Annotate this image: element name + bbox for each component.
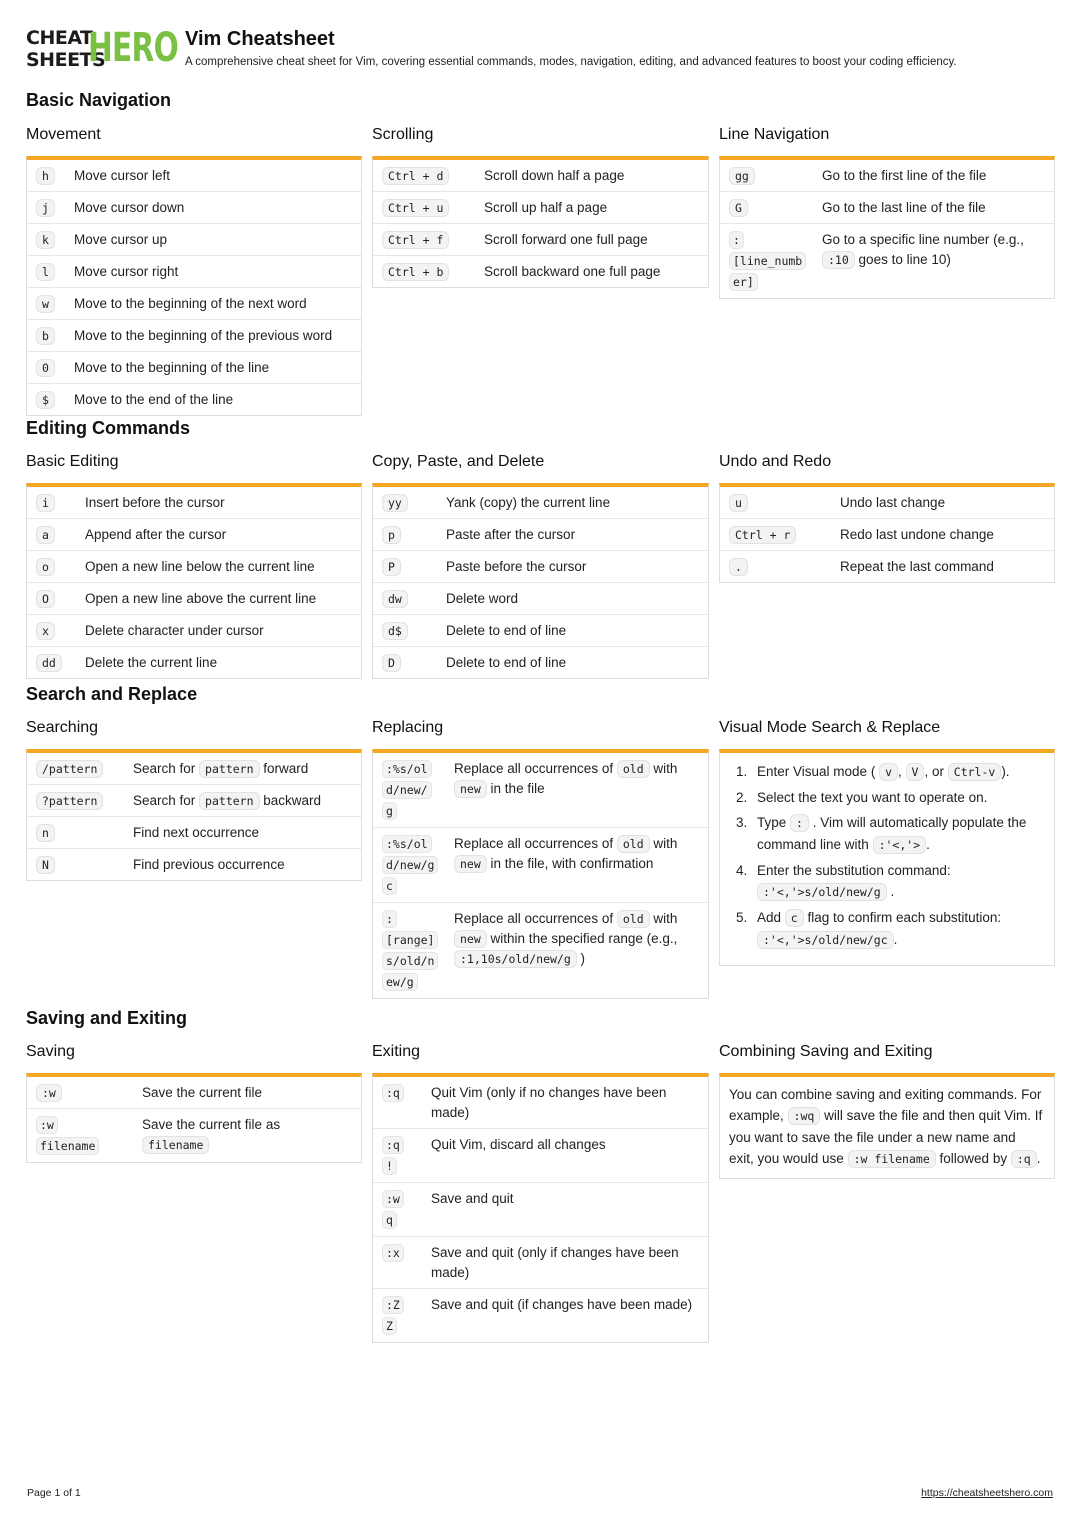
key-code: :%s/ol [382, 835, 432, 853]
key-code: [range] [382, 931, 438, 949]
table-row [373, 1237, 708, 1289]
table-row [27, 849, 361, 880]
row-desc: Open a new line below the current line [85, 559, 315, 574]
row-desc: Scroll down half a page [484, 168, 625, 183]
footer-link[interactable]: https://cheatsheetshero.com [921, 1487, 1053, 1499]
key-code: Ctrl + f [382, 231, 449, 249]
section-title-search-replace: Search and Replace [26, 684, 198, 704]
row-desc: Paste after the cursor [446, 527, 576, 542]
row-desc: Save and quit (only if changes have been made) [431, 1245, 679, 1280]
key-code: O [36, 590, 55, 608]
inline-code: old [617, 760, 650, 778]
key-code: [line_numb [729, 252, 806, 270]
card-scrolling [372, 156, 709, 288]
row-desc: Search for [133, 793, 196, 808]
row-desc: Save the current file as [142, 1117, 281, 1132]
para-text: You can combine saving and exiting commands. For example, [729, 1087, 1042, 1123]
inline-code: pattern [199, 792, 259, 810]
key-code: d/new/ [382, 781, 432, 799]
row-desc: Scroll up half a page [484, 200, 608, 215]
key-code: k [36, 231, 55, 249]
row-desc: Go to the first line of the file [822, 168, 987, 183]
table-row [27, 753, 361, 785]
table-row [720, 487, 1054, 519]
key-code: gg [729, 167, 755, 185]
table-row [720, 224, 1054, 298]
table-row [27, 817, 361, 849]
card-title-movement: Movement [26, 126, 101, 143]
row-desc: in the file, with confirmation [490, 856, 654, 871]
key-code: d/new/g [382, 856, 438, 874]
key-code: 0 [36, 359, 55, 377]
section-title-basic-navigation: Basic Navigation [26, 90, 172, 110]
key-code: o [36, 558, 55, 576]
table-row [27, 551, 361, 583]
row-desc: Undo last change [840, 495, 946, 510]
list-number: 1. [736, 764, 748, 779]
row-desc: Replace all occurrences of [454, 761, 614, 776]
row-desc: Redo last undone change [840, 527, 994, 542]
table-row [373, 828, 708, 903]
card-title-basic-editing: Basic Editing [26, 453, 119, 470]
logo-text-sheets: SHEETS [26, 49, 106, 71]
section-title-saving-exiting: Saving and Exiting [26, 1008, 188, 1028]
row-desc: Insert before the cursor [85, 495, 225, 510]
key-code: :Z [382, 1296, 404, 1314]
list-item [736, 907, 1044, 951]
key-code: j [36, 199, 55, 217]
card-movement [26, 156, 362, 416]
row-desc: Scroll forward one full page [484, 232, 648, 247]
key-code: Ctrl + b [382, 263, 449, 281]
key-code: q [382, 1211, 397, 1229]
row-desc: Delete to end of line [446, 655, 567, 670]
key-code: :x [382, 1244, 404, 1262]
row-desc: Move cursor right [74, 264, 179, 279]
para-text: . [1036, 1151, 1041, 1166]
page-number: Page 1 of 1 [27, 1487, 81, 1499]
table-row [720, 551, 1054, 582]
row-desc: Move to the end of the line [74, 392, 234, 407]
key-code: ew/g [382, 973, 418, 991]
table-row [27, 384, 361, 415]
inline-code: old [617, 910, 650, 928]
inline-code: :w filename [848, 1150, 936, 1168]
inline-code: v [879, 763, 898, 781]
card-title-combining: Combining Saving and Exiting [719, 1043, 933, 1060]
row-desc: Replace all occurrences of [454, 911, 614, 926]
inline-code: c [785, 909, 804, 927]
table-row [373, 1129, 708, 1183]
table-row [373, 192, 708, 224]
row-desc: Quit Vim (only if no changes have been made) [431, 1085, 667, 1120]
key-code: Ctrl + d [382, 167, 449, 185]
key-code: dd [36, 654, 62, 672]
page-header [26, 26, 1056, 74]
table-row [27, 320, 361, 352]
row-desc: in the file [490, 781, 545, 796]
card-exiting [372, 1073, 709, 1343]
list-text: Enter the substitution command: [757, 863, 951, 878]
table-row [373, 487, 708, 519]
key-code: x [36, 622, 55, 640]
list-item [736, 787, 1044, 808]
combine-paragraph [720, 1077, 1054, 1178]
inline-code: :10 [822, 251, 855, 269]
inline-code: new [454, 930, 487, 948]
key-code: D [382, 654, 401, 672]
table-row [27, 288, 361, 320]
row-desc: Delete to end of line [446, 623, 567, 638]
table-row [27, 1077, 361, 1109]
card-title-searching: Searching [26, 719, 99, 736]
list-number: 3. [736, 815, 748, 830]
list-text: . [926, 837, 930, 852]
table-row [373, 1289, 708, 1342]
key-code: . [729, 558, 748, 576]
key-code: : [382, 910, 397, 928]
card-title-saving: Saving [26, 1043, 75, 1060]
inline-code: :1,10s/old/new/g [454, 950, 577, 968]
key-code: ?pattern [36, 792, 103, 810]
row-desc: Find previous occurrence [133, 857, 285, 872]
table-row [720, 192, 1054, 224]
row-desc: Go to a specific line number (e.g., [822, 232, 1024, 247]
key-code: :w [36, 1084, 62, 1102]
key-code: a [36, 526, 55, 544]
card-title-line-navigation: Line Navigation [719, 126, 830, 143]
row-desc: goes to line 10) [858, 252, 951, 267]
table-row [27, 785, 361, 817]
key-code: b [36, 327, 55, 345]
row-desc: Replace all occurrences of [454, 836, 614, 851]
table-row [27, 647, 361, 678]
card-title-replacing: Replacing [372, 719, 444, 736]
card-saving [26, 1073, 362, 1163]
row-desc: with [653, 761, 678, 776]
row-desc: Yank (copy) the current line [446, 495, 611, 510]
key-code: c [382, 877, 397, 895]
row-desc: Save and quit [431, 1191, 514, 1206]
row-desc: Repeat the last command [840, 559, 994, 574]
card-title-undo-redo: Undo and Redo [719, 453, 832, 470]
card-basic-editing [26, 483, 362, 679]
para-text: followed by [939, 1151, 1008, 1166]
table-row [27, 519, 361, 551]
list-text: Select the text you want to operate on. [757, 790, 988, 805]
card-visual-mode [719, 749, 1055, 966]
key-code: N [36, 856, 55, 874]
key-code: i [36, 494, 55, 512]
table-row [373, 1077, 708, 1129]
inline-code: new [454, 780, 487, 798]
key-code: Ctrl + r [729, 526, 796, 544]
table-row [27, 160, 361, 192]
table-row [27, 224, 361, 256]
row-desc: within the specified range (e.g., [490, 931, 678, 946]
key-code: g [382, 802, 397, 820]
inline-code: :q [1011, 1150, 1037, 1168]
card-searching [26, 749, 362, 881]
list-text: , [898, 764, 902, 779]
card-line-navigation [719, 156, 1055, 299]
table-row [373, 256, 708, 287]
row-desc: with [653, 836, 678, 851]
table-row [373, 753, 708, 828]
row-desc: forward [263, 761, 309, 776]
row-desc: Move to the beginning of the line [74, 360, 270, 375]
row-desc: Move to the beginning of the previous word [74, 328, 333, 343]
card-undo-redo [719, 483, 1055, 583]
table-row [373, 551, 708, 583]
row-desc: Scroll backward one full page [484, 264, 661, 279]
inline-code: Ctrl-v [948, 763, 1002, 781]
row-desc: Quit Vim, discard all changes [431, 1137, 606, 1152]
list-number: 4. [736, 863, 748, 878]
cheatsheetshero-logo[interactable] [26, 25, 178, 72]
row-desc: Open a new line above the current line [85, 591, 317, 606]
row-desc: Save and quit (if changes have been made) [431, 1297, 693, 1312]
list-text: . Vim will automatically populate the command line with [757, 815, 1027, 852]
row-desc: with [653, 911, 678, 926]
key-code: :q [382, 1136, 404, 1154]
card-title-visual-mode: Visual Mode Search & Replace [719, 719, 941, 736]
list-number: 5. [736, 910, 748, 925]
key-code: yy [382, 494, 408, 512]
row-desc: Go to the last line of the file [822, 200, 986, 215]
key-code: G [729, 199, 748, 217]
list-text: flag to confirm each substitution: [807, 910, 1002, 925]
key-code: w [36, 295, 55, 313]
page-description: A comprehensive cheat sheet for Vim, covering essential commands, modes, navigation, editing, and advanced features to boost your coding efficiency. [185, 56, 957, 68]
key-code: :q [382, 1084, 404, 1102]
row-desc: ) [580, 951, 586, 966]
card-copy-paste-delete [372, 483, 709, 679]
table-row [27, 352, 361, 384]
card-replacing [372, 749, 709, 999]
key-code: dw [382, 590, 408, 608]
list-text: , or [924, 764, 944, 779]
card-title-copy-paste-delete: Copy, Paste, and Delete [372, 453, 545, 470]
key-code: p [382, 526, 401, 544]
list-item [736, 761, 1044, 783]
key-code: s/old/n [382, 952, 438, 970]
key-code: Ctrl + u [382, 199, 449, 217]
row-desc: Paste before the cursor [446, 559, 587, 574]
inline-code: V [906, 763, 925, 781]
list-item [736, 812, 1044, 856]
inline-code: old [617, 835, 650, 853]
key-code: er] [729, 273, 758, 291]
table-row [373, 519, 708, 551]
row-desc: Find next occurrence [133, 825, 260, 840]
logo-text-hero: HERO [88, 25, 178, 71]
table-row [373, 1183, 708, 1237]
card-title-scrolling: Scrolling [372, 126, 434, 143]
key-code: /pattern [36, 760, 103, 778]
row-desc: Search for [133, 761, 196, 776]
key-code: d$ [382, 622, 408, 640]
inline-code: : [790, 814, 809, 832]
inline-code: new [454, 855, 487, 873]
section-title-editing-commands: Editing Commands [26, 418, 191, 438]
inline-code: :wq [788, 1107, 821, 1125]
table-row [373, 615, 708, 647]
table-row [373, 224, 708, 256]
key-code: :w [36, 1116, 58, 1134]
key-code: u [729, 494, 748, 512]
card-combining [719, 1073, 1055, 1179]
row-desc: Move to the beginning of the next word [74, 296, 307, 311]
table-row [720, 160, 1054, 192]
table-row [720, 519, 1054, 551]
key-code: :w [382, 1190, 404, 1208]
key-code: Z [382, 1317, 397, 1335]
key-code: : [729, 231, 744, 249]
table-row [373, 647, 708, 678]
key-code: :%s/ol [382, 760, 432, 778]
table-row [27, 615, 361, 647]
table-row [373, 583, 708, 615]
row-desc: Delete the current line [85, 655, 218, 670]
key-code: n [36, 824, 55, 842]
card-title-exiting: Exiting [372, 1043, 421, 1060]
key-code: ! [382, 1157, 397, 1175]
inline-code: filename [142, 1136, 209, 1154]
key-code: l [36, 263, 55, 281]
table-row [27, 192, 361, 224]
inline-code: pattern [199, 760, 259, 778]
table-row [27, 583, 361, 615]
table-row [373, 160, 708, 192]
list-text: Add [757, 910, 782, 925]
row-desc: Move cursor down [74, 200, 185, 215]
list-text: . [890, 884, 895, 899]
table-row [27, 256, 361, 288]
list-number: 2. [736, 790, 748, 805]
row-desc: Move cursor up [74, 232, 168, 247]
table-row [373, 903, 708, 998]
table-row [27, 487, 361, 519]
row-desc: Append after the cursor [85, 527, 227, 542]
key-code: P [382, 558, 401, 576]
list-text: Enter Visual mode ( [757, 764, 876, 779]
logo-text-cheat: CHEAT [26, 27, 93, 49]
ordered-list [720, 753, 1054, 969]
row-desc: Move cursor left [74, 168, 171, 183]
row-desc: Save the current file [142, 1085, 263, 1100]
row-desc: backward [263, 793, 322, 808]
list-text: . [893, 932, 898, 947]
page-title: Vim Cheatsheet [185, 28, 335, 50]
inline-code: :'<,'> [873, 836, 927, 854]
table-row [27, 1109, 361, 1162]
inline-code: :'<,'>s/old/new/g [757, 883, 887, 901]
list-text: ). [1001, 764, 1010, 779]
list-item [736, 860, 1044, 903]
para-text: will save the file and then quit Vim. If you want to save the file under a new name and exit, you would use [729, 1108, 1043, 1166]
key-code: h [36, 167, 55, 185]
key-code: filename [36, 1137, 99, 1155]
key-code: $ [36, 391, 55, 409]
list-text: Type [757, 815, 787, 830]
inline-code: :'<,'>s/old/new/gc [757, 931, 894, 949]
row-desc: Delete character under cursor [85, 623, 264, 638]
row-desc: Delete word [446, 591, 519, 606]
